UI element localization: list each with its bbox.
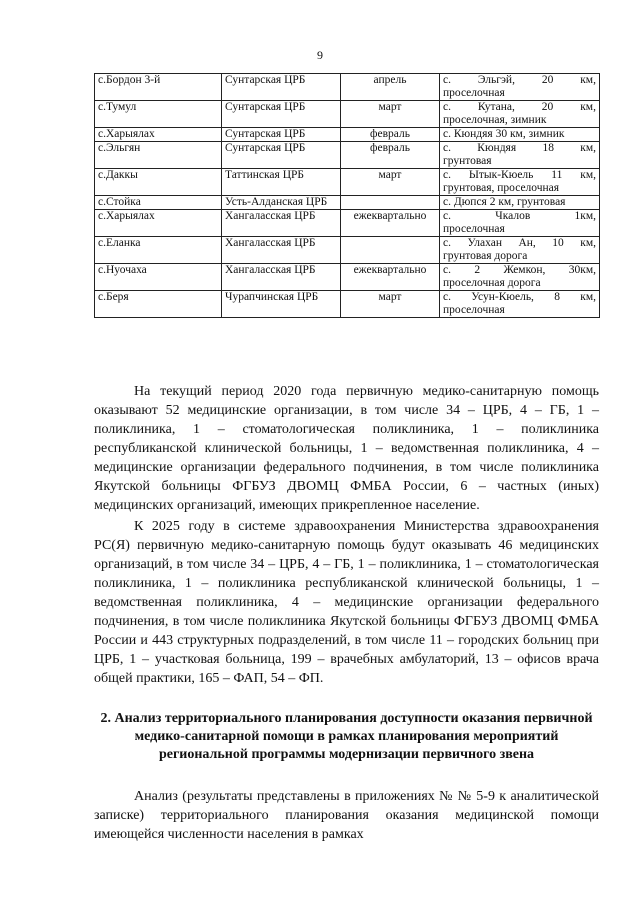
table-row	[95, 291, 600, 318]
cell-hospital: Таттинская ЦРБ	[222, 169, 341, 196]
table-body	[95, 74, 600, 318]
route-word: с.	[443, 169, 451, 181]
cell-route	[440, 74, 600, 101]
route-word: км,	[580, 169, 596, 181]
cell-settlement: с.Тумул	[95, 101, 222, 128]
table-row	[95, 196, 600, 210]
route-word: с.	[443, 210, 451, 222]
table-row	[95, 210, 600, 237]
route-word: 2	[474, 264, 481, 276]
route-word: Кутана,	[477, 101, 515, 113]
route-word: 1км,	[574, 210, 596, 222]
route-word: Чкалов	[495, 210, 531, 222]
route-word: с. Дюпся 2 км, грунтовая	[443, 196, 566, 208]
cell-hospital: Сунтарская ЦРБ	[222, 74, 341, 101]
route-line: грунтовая, проселочная	[443, 182, 560, 194]
route-word: Эльгэй,	[477, 74, 515, 86]
table-row	[95, 169, 600, 196]
cell-settlement: с.Даккы	[95, 169, 222, 196]
cell-hospital: Сунтарская ЦРБ	[222, 128, 341, 142]
cell-hospital: Хангаласская ЦРБ	[222, 237, 341, 264]
route-line: проселочная	[443, 304, 505, 316]
cell-route	[440, 101, 600, 128]
route-line: грунтовая дорога	[443, 250, 528, 262]
cell-hospital: Сунтарская ЦРБ	[222, 101, 341, 128]
cell-schedule: март	[341, 101, 440, 128]
route-word: 18	[542, 142, 554, 154]
route-word: Усун-Кюель,	[471, 291, 534, 303]
cell-hospital: Хангаласская ЦРБ	[222, 264, 341, 291]
cell-schedule	[341, 196, 440, 210]
cell-route	[440, 291, 600, 318]
page-number: 9	[317, 48, 323, 62]
route-line	[443, 196, 596, 209]
route-line	[443, 237, 596, 250]
route-word: с.	[443, 291, 451, 303]
route-word: км,	[580, 101, 596, 113]
route-line	[443, 169, 596, 182]
route-word: с.	[443, 237, 451, 249]
table-row	[95, 101, 600, 128]
section-heading: 2. Анализ территориального планирования доступности оказания первичной медико-санитарной помощи в рамках планирования мероприятий региональной программы модернизации первичного звена	[100, 711, 593, 762]
paragraph-text: На текущий период 2020 года первичную медико-санитарную помощь оказывают 52 медицинские организации, в том числе 34 – ЦРБ, 4 – ГБ, 1 – поликлиника, 1 – стоматологическая поликлиника, 1 – поликлиника республиканской клинической больницы, 1 – ведомственная поликлиника, 4 – медицинские организации федерального подчинения, в том числе поликлиника Якутской больницы ФГБУЗ ДВОМЦ ФМБА России, 6 – частных (иных) медицинских организаций, имеющих прикрепленное население.	[94, 384, 599, 513]
route-word: км,	[580, 74, 596, 86]
cell-route	[440, 264, 600, 291]
cell-settlement: с.Еланка	[95, 237, 222, 264]
route-line: проселочная дорога	[443, 277, 541, 289]
paragraph-text: К 2025 году в системе здравоохранения Министерства здравоохранения РС(Я) первичную медико-санитарную помощь будут оказывать 46 медицинских организаций, в том числе 34 – ЦРБ, 4 – ГБ, 1 – поликлиника, 1 – стоматологическая поликлиника, 1 – поликлиника республиканской клинической больницы, 1 – ведомственная поликлиника, 4 – медицинские организации федерального подчинения, в том числе поликлиника Якутской больницы ФГБУЗ ДВОМЦ ФМБА России и 443 структурных подразделений, в том числе 11 – городских больниц при ЦРБ, 1 – участковая больница, 199 – врачебных амбулаторий, 13 – офисов врача общей практики, 165 – ФАП, 54 – ФП.	[94, 519, 599, 686]
cell-settlement: с.Беря	[95, 291, 222, 318]
route-line	[443, 101, 596, 114]
route-word: с.	[443, 101, 451, 113]
section-heading-block	[94, 710, 599, 764]
cell-schedule	[341, 237, 440, 264]
route-word: Ан,	[518, 237, 536, 249]
route-line: проселочная, зимник	[443, 114, 547, 126]
cell-route	[440, 237, 600, 264]
cell-schedule: апрель	[341, 74, 440, 101]
route-word: 20	[541, 74, 554, 86]
route-line	[443, 74, 596, 87]
cell-hospital: Сунтарская ЦРБ	[222, 142, 341, 169]
cell-settlement: с.Эльгян	[95, 142, 222, 169]
cell-route	[440, 142, 600, 169]
route-word: 20	[541, 101, 554, 113]
route-word: Улахан	[467, 237, 502, 249]
cell-schedule: ежеквартально	[341, 264, 440, 291]
route-word: 30км,	[568, 264, 596, 276]
paragraph-2025	[94, 517, 599, 688]
cell-settlement: с.Бордон 3-й	[95, 74, 222, 101]
route-word: 10	[552, 237, 564, 249]
route-line: проселочная	[443, 87, 505, 99]
cell-settlement: с.Харыялах	[95, 210, 222, 237]
cell-route	[440, 210, 600, 237]
cell-settlement: с.Нуочаха	[95, 264, 222, 291]
table-row	[95, 264, 600, 291]
route-word: км,	[580, 142, 596, 154]
route-word: км,	[580, 291, 596, 303]
table-row	[95, 74, 600, 101]
cell-hospital: Усть-Алданская ЦРБ	[222, 196, 341, 210]
cell-settlement: с.Харыялах	[95, 128, 222, 142]
route-line	[443, 210, 596, 223]
table-row	[95, 128, 600, 142]
route-word: км,	[580, 237, 596, 249]
cell-schedule: март	[341, 291, 440, 318]
route-word: Жемкон,	[503, 264, 546, 276]
paragraph-analysis	[94, 787, 599, 844]
settlements-table	[94, 73, 600, 318]
cell-route	[440, 196, 600, 210]
paragraph-text: Анализ (результаты представлены в приложениях № № 5-9 к аналитической записке) территориального планирования оказания медицинской помощи имеющейся численности населения в рамках	[94, 789, 599, 842]
route-word: 8	[554, 291, 560, 303]
route-line	[443, 128, 596, 141]
route-word: Кюндяя	[477, 142, 517, 154]
cell-settlement: с.Стойка	[95, 196, 222, 210]
table-row	[95, 142, 600, 169]
route-word: с.	[443, 142, 451, 154]
route-line: грунтовая	[443, 155, 492, 167]
route-line	[443, 291, 596, 304]
paragraph-current-period	[94, 382, 599, 515]
route-line	[443, 264, 596, 277]
cell-route	[440, 128, 600, 142]
route-word: 11	[551, 169, 563, 181]
route-word: с.	[443, 74, 451, 86]
cell-hospital: Хангаласская ЦРБ	[222, 210, 341, 237]
route-word: с. Кюндяя 30 км, зимник	[443, 128, 565, 140]
cell-schedule: март	[341, 169, 440, 196]
cell-hospital: Чурапчинская ЦРБ	[222, 291, 341, 318]
route-line: проселочная	[443, 223, 505, 235]
cell-schedule: ежеквартально	[341, 210, 440, 237]
route-word: Ытык-Кюель	[468, 169, 534, 181]
route-line	[443, 142, 596, 155]
cell-route	[440, 169, 600, 196]
table-row	[95, 237, 600, 264]
cell-schedule: февраль	[341, 128, 440, 142]
cell-schedule: февраль	[341, 142, 440, 169]
route-word: с.	[443, 264, 451, 276]
